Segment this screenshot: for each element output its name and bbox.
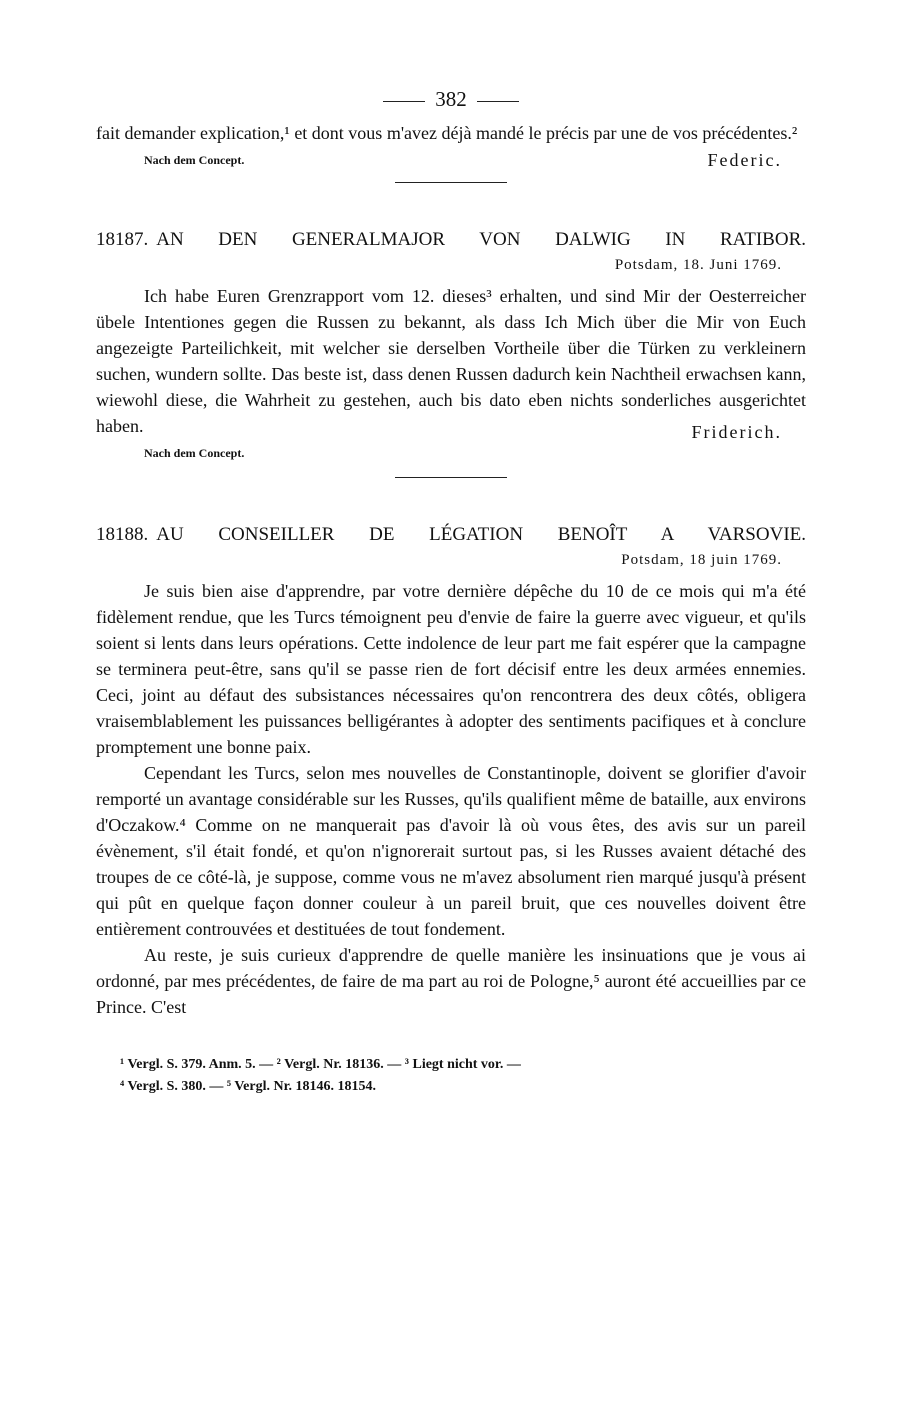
letter-number: 18187. xyxy=(96,229,149,250)
letter-paragraph: Ich habe Euren Grenzrapport vom 12. dieses³ erhalten, und sind Mir der Oesterreicher übele Intentiones gegen die Russen zu bekannt, als dass Ich Mich über die Mir von Euch angezeigte Parteilichkeit, mit welcher sie derselben Vortheile über die Türken zu verkleinern suchen, wundern sollte. Das beste ist, dass denen Russen dadurch kein Nachtheil erwachsen kann, wiewohl diese, die Wahrheit zu gestehen, auch bis dato eben nichts sonderliches ausgerichtet haben. xyxy=(96,286,806,436)
letter-title: AN DEN GENERALMAJOR VON DALWIG IN RATIBOR. xyxy=(156,229,806,250)
page-number-dash-right xyxy=(477,101,519,102)
document-page xyxy=(96,84,806,1098)
intro-source: Nach dem Concept. xyxy=(144,153,245,167)
letter-18187 xyxy=(96,227,806,463)
letter-dateline: Potsdam, 18 juin 1769. xyxy=(621,552,782,568)
intro-text: fait demander explication,¹ et dont vous m'avez déjà mandé le précis par une de vos précédentes.² xyxy=(96,123,798,143)
letter-18188 xyxy=(96,522,806,1020)
letter-paragraph: Au reste, je suis curieux d'apprendre de quelle manière les insinuations que je vous ai ordonné, par mes précédentes, de faire de ma part au roi de Pologne,⁵ auront été accueillies par ce Prince. C'est xyxy=(96,945,806,1017)
letter-heading xyxy=(96,227,806,253)
page-number-dash-left xyxy=(383,101,425,102)
footnote-line: ⁴ Vergl. S. 380. — ⁵ Vergl. Nr. 18146. 18154. xyxy=(120,1079,376,1094)
letter-source: Nach dem Concept. xyxy=(144,446,245,460)
letter-title: AU CONSEILLER DE LÉGATION BENOÎT A VARSOVIE. xyxy=(156,524,806,545)
letter-signature: Friderich. xyxy=(691,422,782,442)
footnotes xyxy=(96,1054,806,1098)
section-divider xyxy=(395,477,507,478)
letter-number: 18188. xyxy=(96,524,149,545)
intro-signature: Federic. xyxy=(707,150,782,170)
letter-paragraph: Cependant les Turcs, selon mes nouvelles de Constantinople, doivent se glorifier d'avoir remporté un avantage considérable sur les Russes, qu'ils qualifient même de bataille, aux environs d'Oczakow.⁴ Comme on ne manquerait pas d'avoir là où vous êtes, des avis sur un pareil évènement, s'il était fondé, et qu'on n'ignorerait surtout pas, si les Russes avaient détaché des troupes de ce côté-là, je suppose, comme vous ne m'avez absolument rien marqué jusqu'à présent qui pût en quelque façon donner couleur à un pareil bruit, que ces nouvelles doivent être entièrement controuvées et destituées de tout fondement. xyxy=(96,763,806,939)
letter-heading xyxy=(96,522,806,548)
section-divider xyxy=(395,182,507,183)
footnote-line: ¹ Vergl. S. 379. Anm. 5. — ² Vergl. Nr. 18136. — ³ Liegt nicht vor. — xyxy=(120,1057,521,1072)
page-number: 382 xyxy=(96,84,806,114)
letter-dateline: Potsdam, 18. Juni 1769. xyxy=(614,257,782,273)
letter-paragraph: Je suis bien aise d'apprendre, par votre dernière dépêche du 10 de ce mois qui m'a été fidèlement rendue, que les Turcs témoignent peu d'envie de faire la guerre avec vigueur, et qu'ils soient si lents dans leurs opérations. Cette indolence de leur part me fait espérer que la campagne se terminera peut-être, sans qu'il se passe rien de fort décisif entre les deux armées ennemies. Ceci, joint au défaut des subsistances nécessaires qu'on rencontrera des deux côtés, obligera vraisemblablement les puissances belligérantes à adopter des sentiments pacifiques et à conclure promptement une bonne paix. xyxy=(96,581,806,757)
letter-body xyxy=(96,283,806,442)
